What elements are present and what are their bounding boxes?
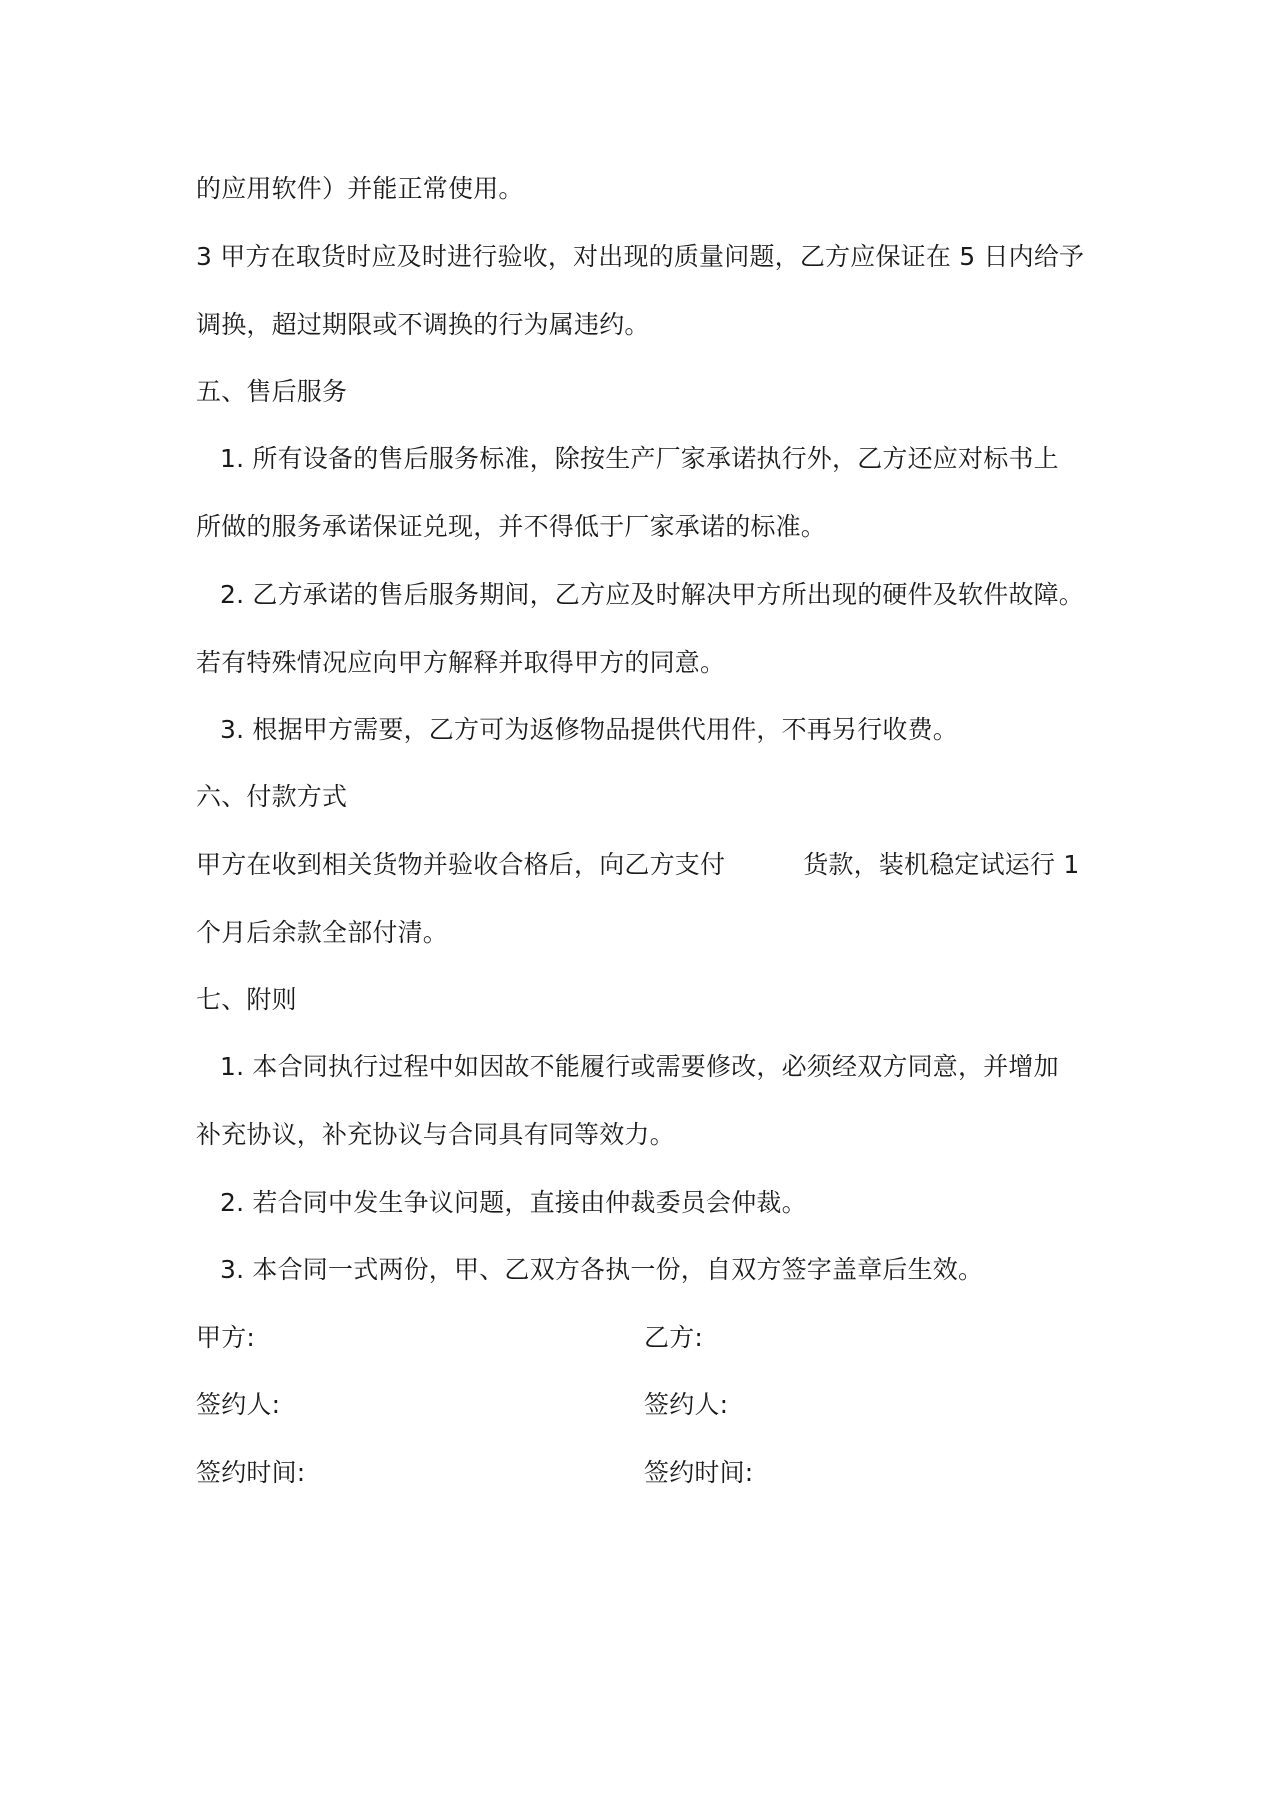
signer-a-label: 签约人: [196, 1390, 281, 1419]
paragraph-line: 的应用软件）并能正常使用。 [196, 174, 524, 203]
payment-text-part-2: 货款，装机稳定试运行 1 [803, 850, 1080, 879]
list-item: 2. 若合同中发生争议问题，直接由仲裁委员会仲裁。 [220, 1188, 807, 1217]
payment-text-part-1: 甲方在收到相关货物并验收合格后，向乙方支付 [196, 850, 726, 879]
list-item: 1. 所有设备的售后服务标准，除按生产厂家承诺执行外，乙方还应对标书上 [220, 444, 1059, 473]
signer-b-label: 签约人: [644, 1390, 729, 1419]
paragraph-line [196, 848, 1079, 882]
list-item: 2. 乙方承诺的售后服务期间，乙方应及时解决甲方所出现的硬件及软件故障。 [220, 580, 1085, 609]
party-b-label: 乙方: [644, 1323, 704, 1352]
list-item: 3. 根据甲方需要，乙方可为返修物品提供代用件，不再另行收费。 [220, 715, 959, 744]
sign-date-b-label: 签约时间: [644, 1458, 754, 1487]
paragraph-line: 若有特殊情况应向甲方解释并取得甲方的同意。 [196, 648, 726, 677]
section-heading-appendix: 七、附则 [196, 985, 297, 1014]
party-a-label: 甲方: [196, 1323, 256, 1352]
paragraph-line: 补充协议，补充协议与合同具有同等效力。 [196, 1120, 675, 1149]
paragraph-line: 个月后余款全部付清。 [196, 918, 449, 947]
section-heading-after-sales: 五、售后服务 [196, 377, 348, 406]
sign-date-a-label: 签约时间: [196, 1458, 306, 1487]
paragraph-line: 调换，超过期限或不调换的行为属违约。 [196, 310, 650, 339]
paragraph-line: 所做的服务承诺保证兑现，并不得低于厂家承诺的标准。 [196, 512, 827, 541]
list-item: 3. 本合同一式两份，甲、乙双方各执一份，自双方签字盖章后生效。 [220, 1255, 984, 1284]
list-item: 1. 本合同执行过程中如因故不能履行或需要修改，必须经双方同意，并增加 [220, 1052, 1059, 1081]
paragraph-line: 3 甲方在取货时应及时进行验收，对出现的质量问题，乙方应保证在 5 日内给予 [196, 242, 1085, 271]
section-heading-payment: 六、付款方式 [196, 782, 348, 811]
